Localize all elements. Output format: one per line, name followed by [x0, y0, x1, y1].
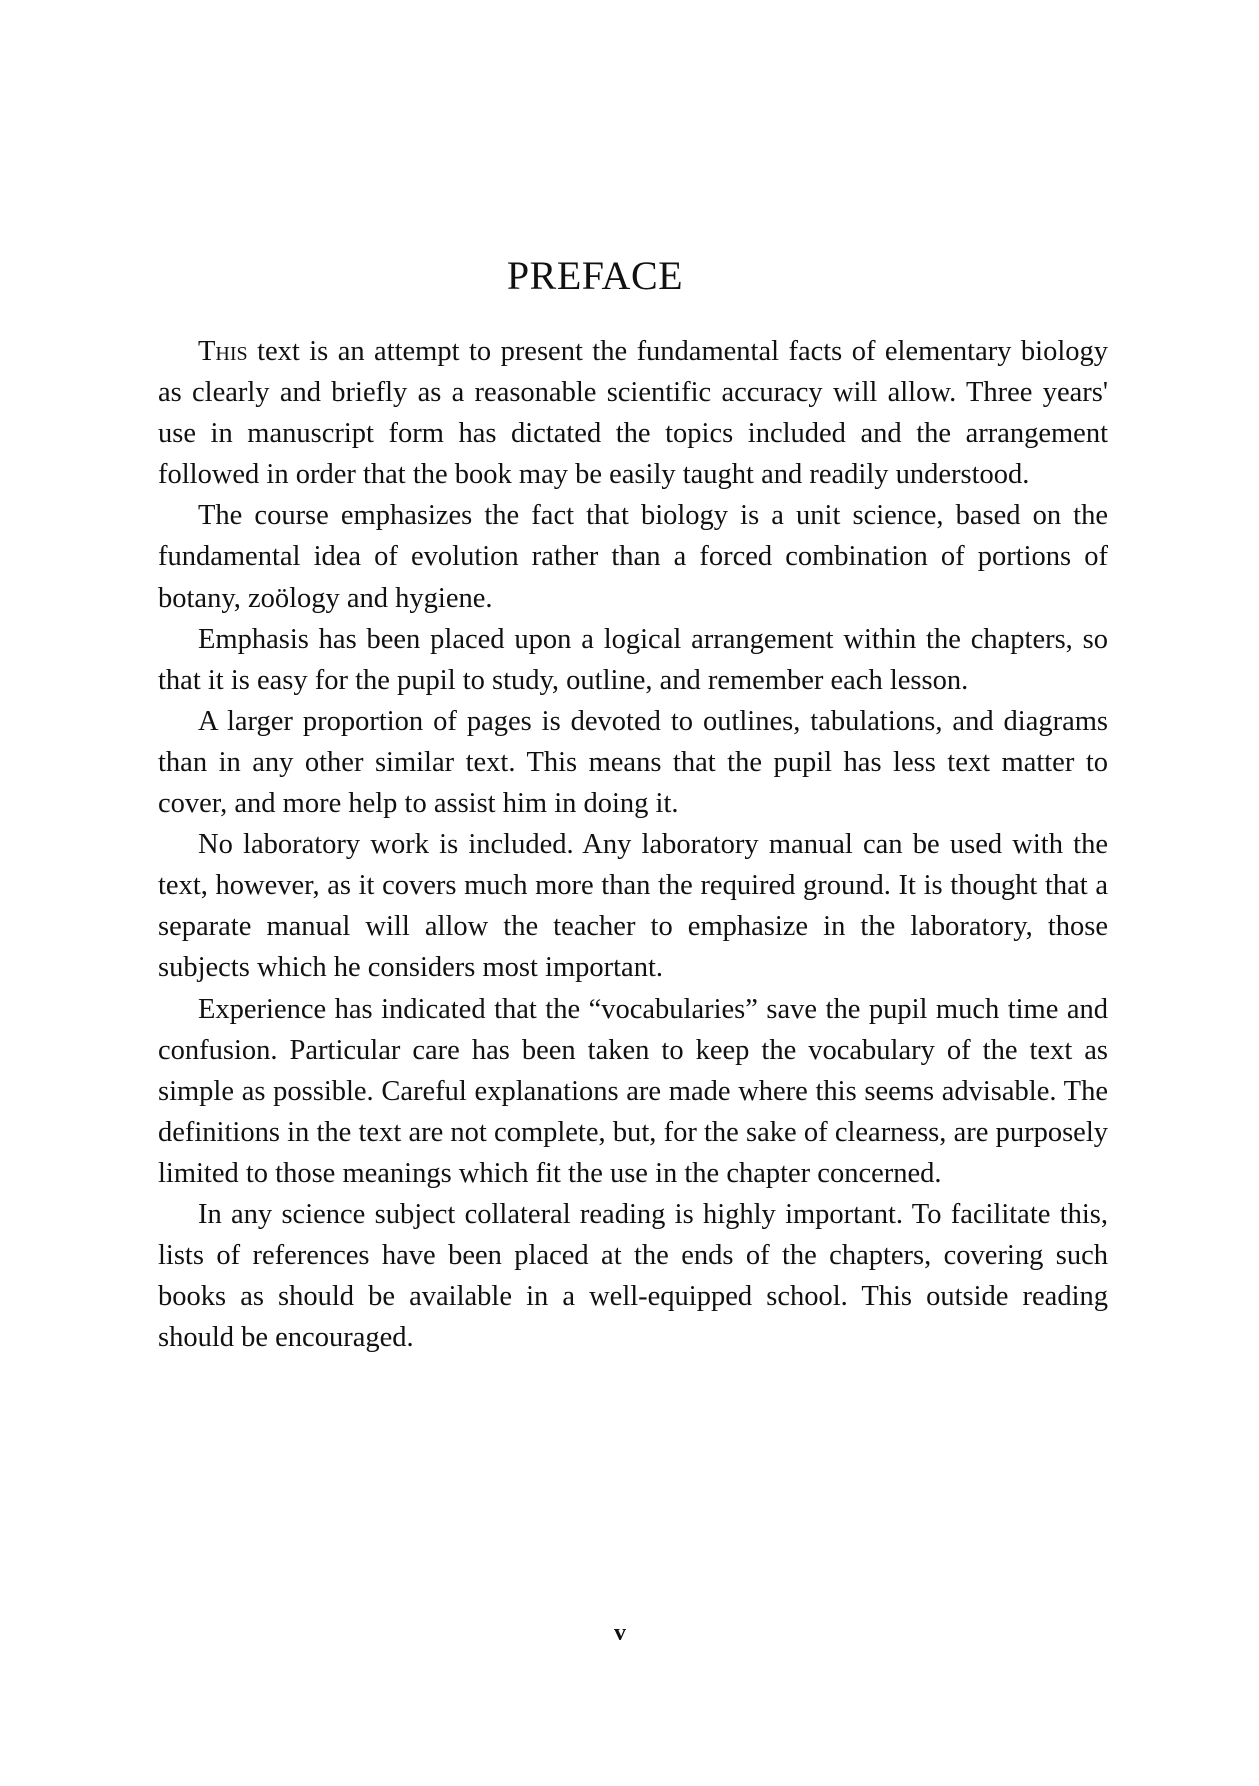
paragraph-5: No laboratory work is included. Any laboratory manual can be used with the text, however, as it covers much more than the required ground. It is thought that a separate manual will allow the teacher to emphasize in the laboratory, those subjects which he considers most important.: [158, 829, 1108, 984]
paragraph-4: A larger proportion of pages is devoted to outlines, tabulations, and diagrams than in any other similar text. This means that the pupil has less text matter to cover, and more help to assist him in doing it.: [158, 705, 1108, 820]
paragraph-7: In any science subject collateral reading is highly important. To facilitate this, lists of references have been placed at the ends of the chapters, covering such books as should be available in a well-equipped school. This outside reading should be encouraged.: [158, 1198, 1108, 1354]
paragraph-6: Experience has indicated that the “vocabularies” save the pupil much time and confusion. Particular care has been taken to keep the vocabulary of the text as simple as possible. Careful explanations are made where this seems advisable. The definitions in the text are not complete, but, for the sake of clearness, are purposely limited to those meanings which fit the use in the chapter concerned.: [158, 993, 1108, 1189]
page-title: PREFACE: [506, 253, 684, 298]
paragraph-3: Emphasis has been placed upon a logical arrangement within the chapters, so that it is easy for the pupil to study, outline, and remember each lesson.: [158, 623, 1108, 696]
paragraph-2: The course emphasizes the fact that biology is a unit science, based on the fundamental idea of evolution rather than a forced combination of portions of botany, zoölogy and hygiene.: [158, 500, 1108, 614]
paragraph-1: [158, 331, 1108, 495]
preface-body: [158, 331, 1108, 1358]
paragraph-1-text: text is an attempt to present the fundamental facts of elementary biology as clearly and briefly as a reasonable scientific accuracy will allow. Three years' use in manuscript form has dictated the topics included and the arrangement followed in order that the book may be easily taught and readily understood.: [158, 336, 1108, 491]
drop-word: This: [198, 336, 248, 367]
page-number: v: [614, 1620, 626, 1646]
